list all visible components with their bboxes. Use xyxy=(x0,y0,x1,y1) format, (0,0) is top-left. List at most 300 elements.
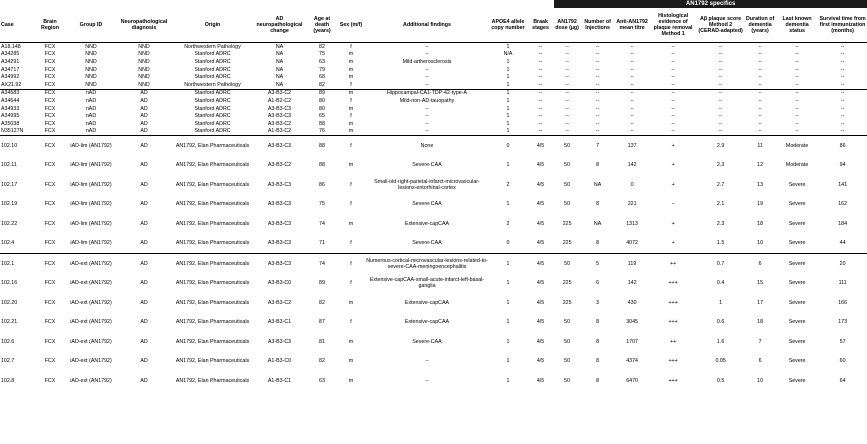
table-row xyxy=(0,274,867,294)
table-cell: iAD-ext (AN1792) xyxy=(70,338,112,345)
table-cell: -- xyxy=(718,97,723,104)
table-cell: -- xyxy=(538,105,543,112)
table-cell: 102.19 xyxy=(1,201,18,208)
table-cell: -- xyxy=(795,120,799,127)
table-cell: 2.3 xyxy=(716,220,725,227)
table-cell: -- xyxy=(565,128,569,135)
table-cell: 74 xyxy=(319,220,325,227)
table-cell: Stanford ADRC xyxy=(194,58,231,65)
table-cell: A3-B3-C0 xyxy=(267,280,292,287)
table-cell: -- xyxy=(565,113,569,120)
table-cell: -- xyxy=(425,120,429,127)
table-cell: A3-B3-C2 xyxy=(267,299,292,306)
table-cell: 74 xyxy=(307,254,337,274)
table-cell: + xyxy=(649,136,697,156)
table-cell: 111 xyxy=(838,280,847,287)
table-cell: -- xyxy=(554,89,580,97)
table-cell: -- xyxy=(538,58,543,65)
table-cell: 6 xyxy=(758,358,762,365)
table-cell: 102.10 xyxy=(0,136,33,156)
table-cell: AN1792, Elan Pharmaceuticals xyxy=(175,240,250,247)
table-cell: +++ xyxy=(668,358,678,365)
table-cell: -- xyxy=(630,81,634,88)
column-header: Aβ plaque score Method 2 (CERAD-adapted) xyxy=(697,8,744,43)
table-cell: 75 xyxy=(319,201,325,208)
table-cell: -- xyxy=(425,43,429,50)
table-cell: -- xyxy=(840,113,845,120)
table-cell: -- xyxy=(425,105,429,112)
table-cell: m xyxy=(348,358,354,365)
table-cell: 2 xyxy=(506,181,510,188)
table-cell: 50 xyxy=(564,319,571,326)
column-header: Age at death (years) xyxy=(307,8,337,43)
table-cell: 4/5 xyxy=(536,240,545,247)
table-cell: A3-B3-C3 xyxy=(267,220,292,227)
table-cell: -- xyxy=(595,58,600,65)
table-cell: +++ xyxy=(668,280,678,287)
table-cell: A3-B3-C2 xyxy=(267,120,292,127)
table-cell: -- xyxy=(718,58,723,65)
column-header: Case xyxy=(0,8,33,43)
table-cell: m xyxy=(348,51,354,58)
table-cell: -- xyxy=(671,74,675,81)
table-cell: 50 xyxy=(564,162,571,169)
table-cell: 0.05 xyxy=(715,358,726,365)
table-cell: iAD-lim (AN1792) xyxy=(70,181,112,188)
table-cell: AN1792, Elan Pharmaceuticals xyxy=(175,338,250,345)
table-cell: FCX xyxy=(33,254,67,274)
table-cell: AD xyxy=(140,128,148,135)
table-cell: 1 xyxy=(506,319,510,326)
table-cell: 1.6 xyxy=(716,338,725,345)
table-cell: 0.7 xyxy=(697,254,744,274)
table-cell: + xyxy=(671,220,675,227)
table-cell: iAD-ext (AN1792) xyxy=(70,358,112,365)
table-cell: 102.1 xyxy=(0,254,33,274)
table-cell: iAD-ext (AN1792) xyxy=(70,280,112,287)
table-cell: 1 xyxy=(506,74,510,81)
table-cell: FCX xyxy=(44,220,56,227)
table-cell: -- xyxy=(538,97,543,104)
table-cell: FCX xyxy=(44,201,56,208)
table-cell: 1 xyxy=(489,254,527,274)
table-cell: NA xyxy=(275,51,284,58)
table-cell: + xyxy=(671,162,675,169)
column-header: AN1792 dose (µg) xyxy=(554,8,580,43)
table-cell: m xyxy=(348,299,354,306)
table-cell: -- xyxy=(671,66,675,73)
table-cell: AN1792, Elan Pharmaceuticals xyxy=(175,319,250,326)
table-cell: -- xyxy=(795,81,799,88)
table-cell: 11 xyxy=(744,136,776,156)
table-cell: AD xyxy=(115,254,173,274)
table-cell: 1 xyxy=(506,358,510,365)
table-cell: nAD xyxy=(85,128,97,135)
table-cell: 1.5 xyxy=(716,240,725,247)
column-header: APOE4 allele copy number xyxy=(489,8,527,43)
band-row xyxy=(0,0,867,8)
column-header: Anti-AN1792 mean titre xyxy=(615,8,649,43)
table-cell: NND xyxy=(138,58,150,65)
table-cell: A3-B3-C1 xyxy=(267,319,292,326)
table-cell: -- xyxy=(795,105,799,112)
table-row xyxy=(0,51,867,59)
table-cell: Severe-CAA xyxy=(412,201,442,208)
table-cell: 1 xyxy=(719,299,723,306)
table-row xyxy=(0,105,867,113)
table-cell: 102.6 xyxy=(1,338,15,345)
table-cell: 4374 xyxy=(626,358,638,365)
table-cell: Moderate xyxy=(785,162,809,169)
table-cell: -- xyxy=(595,97,600,104)
table-cell: 3 xyxy=(596,299,600,306)
table-cell: 18 xyxy=(757,319,764,326)
table-cell: Severe-CAA xyxy=(412,338,442,345)
table-cell: 4072 xyxy=(626,240,638,247)
table-cell: FCX xyxy=(44,240,56,247)
table-cell: Mild-non-AD-tauopathy xyxy=(399,97,455,104)
table-row xyxy=(0,89,867,97)
table-cell: -- xyxy=(538,113,543,120)
table-cell: f xyxy=(337,136,365,156)
table-cell: None xyxy=(365,136,489,156)
table-cell: 6 xyxy=(744,254,776,274)
table-cell: 102.21 xyxy=(1,319,18,326)
table-cell: A3-B3-C3 xyxy=(267,201,292,208)
table-cell: Moderate xyxy=(776,136,818,156)
table-cell: AD xyxy=(140,181,148,188)
table-cell: -- xyxy=(630,74,634,81)
table-cell: FCX xyxy=(44,181,56,188)
table-cell: Severe xyxy=(776,254,818,274)
table-cell: 7 xyxy=(758,338,762,345)
table-cell: AD xyxy=(115,89,173,97)
table-cell: Stanford ADRC xyxy=(194,105,231,112)
table-cell: 81 xyxy=(319,338,325,345)
table-cell: 102.8 xyxy=(1,377,15,384)
table-cell: -- xyxy=(565,58,569,65)
table-cell: AD xyxy=(140,358,148,365)
table-cell: -- xyxy=(425,81,429,88)
table-cell: -- xyxy=(425,358,429,365)
table-cell: -- xyxy=(758,97,762,104)
table-cell: 7 xyxy=(580,136,615,156)
column-header: Survival time from first immunization (months) xyxy=(818,8,867,43)
table-cell: -- xyxy=(565,66,569,73)
table-cell: -- xyxy=(595,74,600,81)
column-header: AD neuropathological change xyxy=(252,8,307,43)
table-cell: 3045 xyxy=(626,319,638,326)
table-cell: 1 xyxy=(506,58,510,65)
table-cell: iAD-ext (AN1792) xyxy=(70,377,112,384)
table-cell: -- xyxy=(425,113,429,120)
table-cell: 102.16 xyxy=(1,280,18,287)
table-cell: A34644 xyxy=(1,97,20,104)
table-cell: 75 xyxy=(319,51,325,58)
table-cell: − xyxy=(671,201,675,208)
table-cell: AD xyxy=(140,105,148,112)
table-row xyxy=(0,81,867,89)
table-cell: 89 xyxy=(307,89,337,97)
table-cell: nAD xyxy=(85,113,97,120)
table-cell: -- xyxy=(538,74,543,81)
table-cell: A34995 xyxy=(1,113,20,120)
table-cell: -- xyxy=(671,58,675,65)
table-cell: f xyxy=(350,81,352,88)
table-cell: AD xyxy=(115,136,173,156)
table-cell: FCX xyxy=(44,43,56,50)
table-cell: -- xyxy=(795,66,799,73)
table-cell: 79 xyxy=(319,66,325,73)
table-cell: -- xyxy=(671,113,675,120)
table-cell: NND xyxy=(138,43,150,50)
table-cell: 82 xyxy=(319,299,325,306)
table-cell: -- xyxy=(595,43,600,50)
table-cell: 17 xyxy=(757,299,764,306)
table-cell: NA xyxy=(593,220,602,227)
table-cell: m xyxy=(348,128,354,135)
table-cell: 63 xyxy=(319,377,325,384)
table-cell: iAD-lim (AN1792) xyxy=(70,240,112,247)
table-row xyxy=(0,175,867,195)
table-row xyxy=(0,352,867,372)
table-cell: A1-B3-C0 xyxy=(267,358,292,365)
table-cell: Stanford ADRC xyxy=(194,113,231,120)
column-header: Brain Region xyxy=(33,8,67,43)
table-cell: -- xyxy=(718,66,723,73)
table-cell: FCX xyxy=(44,162,56,169)
table-cell: A3-B3-C3 xyxy=(252,136,307,156)
table-cell: 4/5 xyxy=(536,377,545,384)
table-cell: f xyxy=(350,201,352,208)
table-cell: FCX xyxy=(44,128,56,135)
table-cell: -- xyxy=(795,51,799,58)
table-cell: -- xyxy=(718,51,723,58)
table-cell: A3-B3-C3 xyxy=(267,240,292,247)
table-cell: A34933 xyxy=(1,105,20,112)
table-cell: 86 xyxy=(319,181,325,188)
table-cell: 225 xyxy=(562,220,572,227)
table-cell: FCX xyxy=(44,358,56,365)
table-cell: -- xyxy=(630,58,634,65)
table-cell: 15 xyxy=(757,280,764,287)
table-cell: 141 xyxy=(838,181,848,188)
header-row xyxy=(0,8,867,43)
table-cell: 102.7 xyxy=(1,358,15,365)
table-row xyxy=(0,156,867,176)
table-cell: 13 xyxy=(757,181,764,188)
table-cell: 87 xyxy=(319,319,325,326)
table-cell: -- xyxy=(595,81,600,88)
table-cell: 8 xyxy=(596,377,600,384)
table-cell: 0.4 xyxy=(716,280,725,287)
table-cell: f xyxy=(350,280,352,287)
table-cell: 1 xyxy=(506,338,510,345)
table-cell: 430 xyxy=(627,299,637,306)
table-cell: AN1792, Elan Pharmaceuticals xyxy=(175,181,250,188)
table-cell: m xyxy=(348,105,354,112)
table-cell: 119 xyxy=(615,254,649,274)
table-cell: f xyxy=(350,113,352,120)
table-cell: 6 xyxy=(596,280,600,287)
table-cell: -- xyxy=(718,128,723,135)
table-cell: 50 xyxy=(554,254,580,274)
table-cell: Severe xyxy=(788,299,806,306)
table-cell: m xyxy=(348,377,354,384)
table-cell: 8 xyxy=(596,319,600,326)
table-cell: f xyxy=(337,254,365,274)
table-cell: 50 xyxy=(564,338,571,345)
table-cell: 44 xyxy=(839,240,846,247)
table-cell: A3-B3-C3 xyxy=(267,113,292,120)
table-cell: +++ xyxy=(668,299,678,306)
table-cell: AD xyxy=(140,280,148,287)
table-cell: -- xyxy=(425,51,429,58)
table-cell: -- xyxy=(718,81,723,88)
table-cell: Severe xyxy=(788,377,806,384)
table-cell: -- xyxy=(795,74,799,81)
table-cell: NND xyxy=(85,66,97,73)
table-cell: AX21.92 xyxy=(1,81,22,88)
table-cell: 63 xyxy=(319,58,325,65)
table-cell: Northwestern Pathology xyxy=(184,43,241,50)
table-cell: 50 xyxy=(564,181,571,188)
table-row xyxy=(0,120,867,128)
table-cell: Severe-CAA xyxy=(412,240,442,247)
table-cell: -- xyxy=(630,113,634,120)
table-cell: AD xyxy=(140,319,148,326)
table-row xyxy=(0,214,867,234)
table-cell: AN1792, Elan Pharmaceuticals xyxy=(173,254,252,274)
table-cell: -- xyxy=(630,43,634,50)
table-cell: -- xyxy=(840,66,845,73)
table-cell: -- xyxy=(565,97,569,104)
table-cell: -- xyxy=(425,66,429,73)
table-body xyxy=(0,43,867,391)
table-cell: 166 xyxy=(838,299,848,306)
table-cell: -- xyxy=(840,81,845,88)
table-cell: f xyxy=(350,97,352,104)
table-cell: -- xyxy=(718,113,723,120)
table-cell: -- xyxy=(595,66,600,73)
table-cell: NND xyxy=(85,74,97,81)
table-row xyxy=(0,66,867,74)
table-cell: 1 xyxy=(506,105,510,112)
table-cell: AD xyxy=(140,120,148,127)
table-cell: 4/5 xyxy=(536,162,545,169)
table-cell: iAD-lim (AN1792) xyxy=(70,201,112,208)
column-header: Duration of dementia (years) xyxy=(744,8,776,43)
table-cell: -- xyxy=(718,74,723,81)
column-header: Number of Injections xyxy=(580,8,615,43)
table-cell: -- xyxy=(758,128,762,135)
table-cell: NND xyxy=(138,81,150,88)
table-cell: FCX xyxy=(44,377,56,384)
table-cell: 71 xyxy=(319,240,325,247)
table-cell: NA xyxy=(593,181,602,188)
table-cell: 4/5 xyxy=(536,338,545,345)
column-header: Last known dementia status xyxy=(776,8,818,43)
table-cell: f xyxy=(350,319,352,326)
table-cell: -- xyxy=(840,120,845,127)
table-cell: 50 xyxy=(564,358,571,365)
table-cell: 0 xyxy=(630,181,634,188)
table-cell: 221 xyxy=(627,201,637,208)
column-header: Sex (m/f) xyxy=(337,8,365,43)
table-cell: -- xyxy=(758,74,762,81)
table-cell: -- xyxy=(718,43,723,50)
table-cell: 173 xyxy=(838,319,848,326)
table-cell: -- xyxy=(630,128,634,135)
table-cell: 225 xyxy=(562,299,572,306)
table-cell: FCX xyxy=(44,319,56,326)
table-cell: FCX xyxy=(44,338,56,345)
table-cell: 225 xyxy=(562,280,572,287)
table-cell: Stanford ADRC xyxy=(194,97,231,104)
table-cell: AN1792, Elan Pharmaceuticals xyxy=(175,377,250,384)
table-cell: nAD xyxy=(85,105,97,112)
table-cell: FCX xyxy=(44,113,56,120)
table-row xyxy=(0,112,867,120)
table-cell: -- xyxy=(840,105,845,112)
table-cell: -- xyxy=(840,58,845,65)
table-cell: 4/5 xyxy=(536,299,545,306)
table-cell: iAD-ext (AN1792) xyxy=(70,319,112,326)
table-cell: 2.9 xyxy=(697,136,744,156)
table-row xyxy=(0,195,867,215)
table-cell: 1 xyxy=(506,81,510,88)
table-cell: -- xyxy=(580,89,615,97)
table-cell: 142 xyxy=(627,280,637,287)
table-cell: AD xyxy=(140,97,148,104)
table-cell: 4/5 xyxy=(536,319,545,326)
table-cell: f xyxy=(350,240,352,247)
table-cell: Severe xyxy=(788,201,806,208)
table-cell: 184 xyxy=(838,220,848,227)
table-row xyxy=(0,128,867,136)
table-cell: -- xyxy=(595,113,600,120)
table-cell: -- xyxy=(818,89,867,97)
table-cell: -- xyxy=(758,51,762,58)
table-cell: Stanford ADRC xyxy=(194,66,231,73)
table-cell: m xyxy=(348,220,354,227)
table-cell: -- xyxy=(425,377,429,384)
table-cell: Stanford ADRC xyxy=(194,128,231,135)
table-cell: -- xyxy=(671,128,675,135)
table-cell: -- xyxy=(795,97,799,104)
table-cell: Hippocampal-CA1-TDP-42-type-A xyxy=(365,89,489,97)
table-cell: iAD-lim (AN1792) xyxy=(70,220,112,227)
table-cell: -- xyxy=(595,120,600,127)
table-cell: AN1792, Elan Pharmaceuticals xyxy=(175,220,250,227)
table-cell: -- xyxy=(758,113,762,120)
table-cell: 6470 xyxy=(626,377,638,384)
table-cell: A34717 xyxy=(1,66,20,73)
table-cell: Severe xyxy=(788,181,806,188)
table-cell: iAD-ext (AN1792) xyxy=(70,299,112,306)
table-cell: 102.4 xyxy=(1,240,15,247)
table-cell: +++ xyxy=(668,377,678,384)
table-cell: 4/5 xyxy=(536,280,545,287)
table-cell: 19 xyxy=(757,201,764,208)
table-cell: +++ xyxy=(668,319,678,326)
table-cell: 2.7 xyxy=(716,181,725,188)
table-cell: m xyxy=(348,74,354,81)
table-cell: -- xyxy=(840,43,845,50)
table-cell: 142 xyxy=(627,162,637,169)
table-cell: A3-B3-C3 xyxy=(267,181,292,188)
table-cell: 8 xyxy=(596,201,600,208)
